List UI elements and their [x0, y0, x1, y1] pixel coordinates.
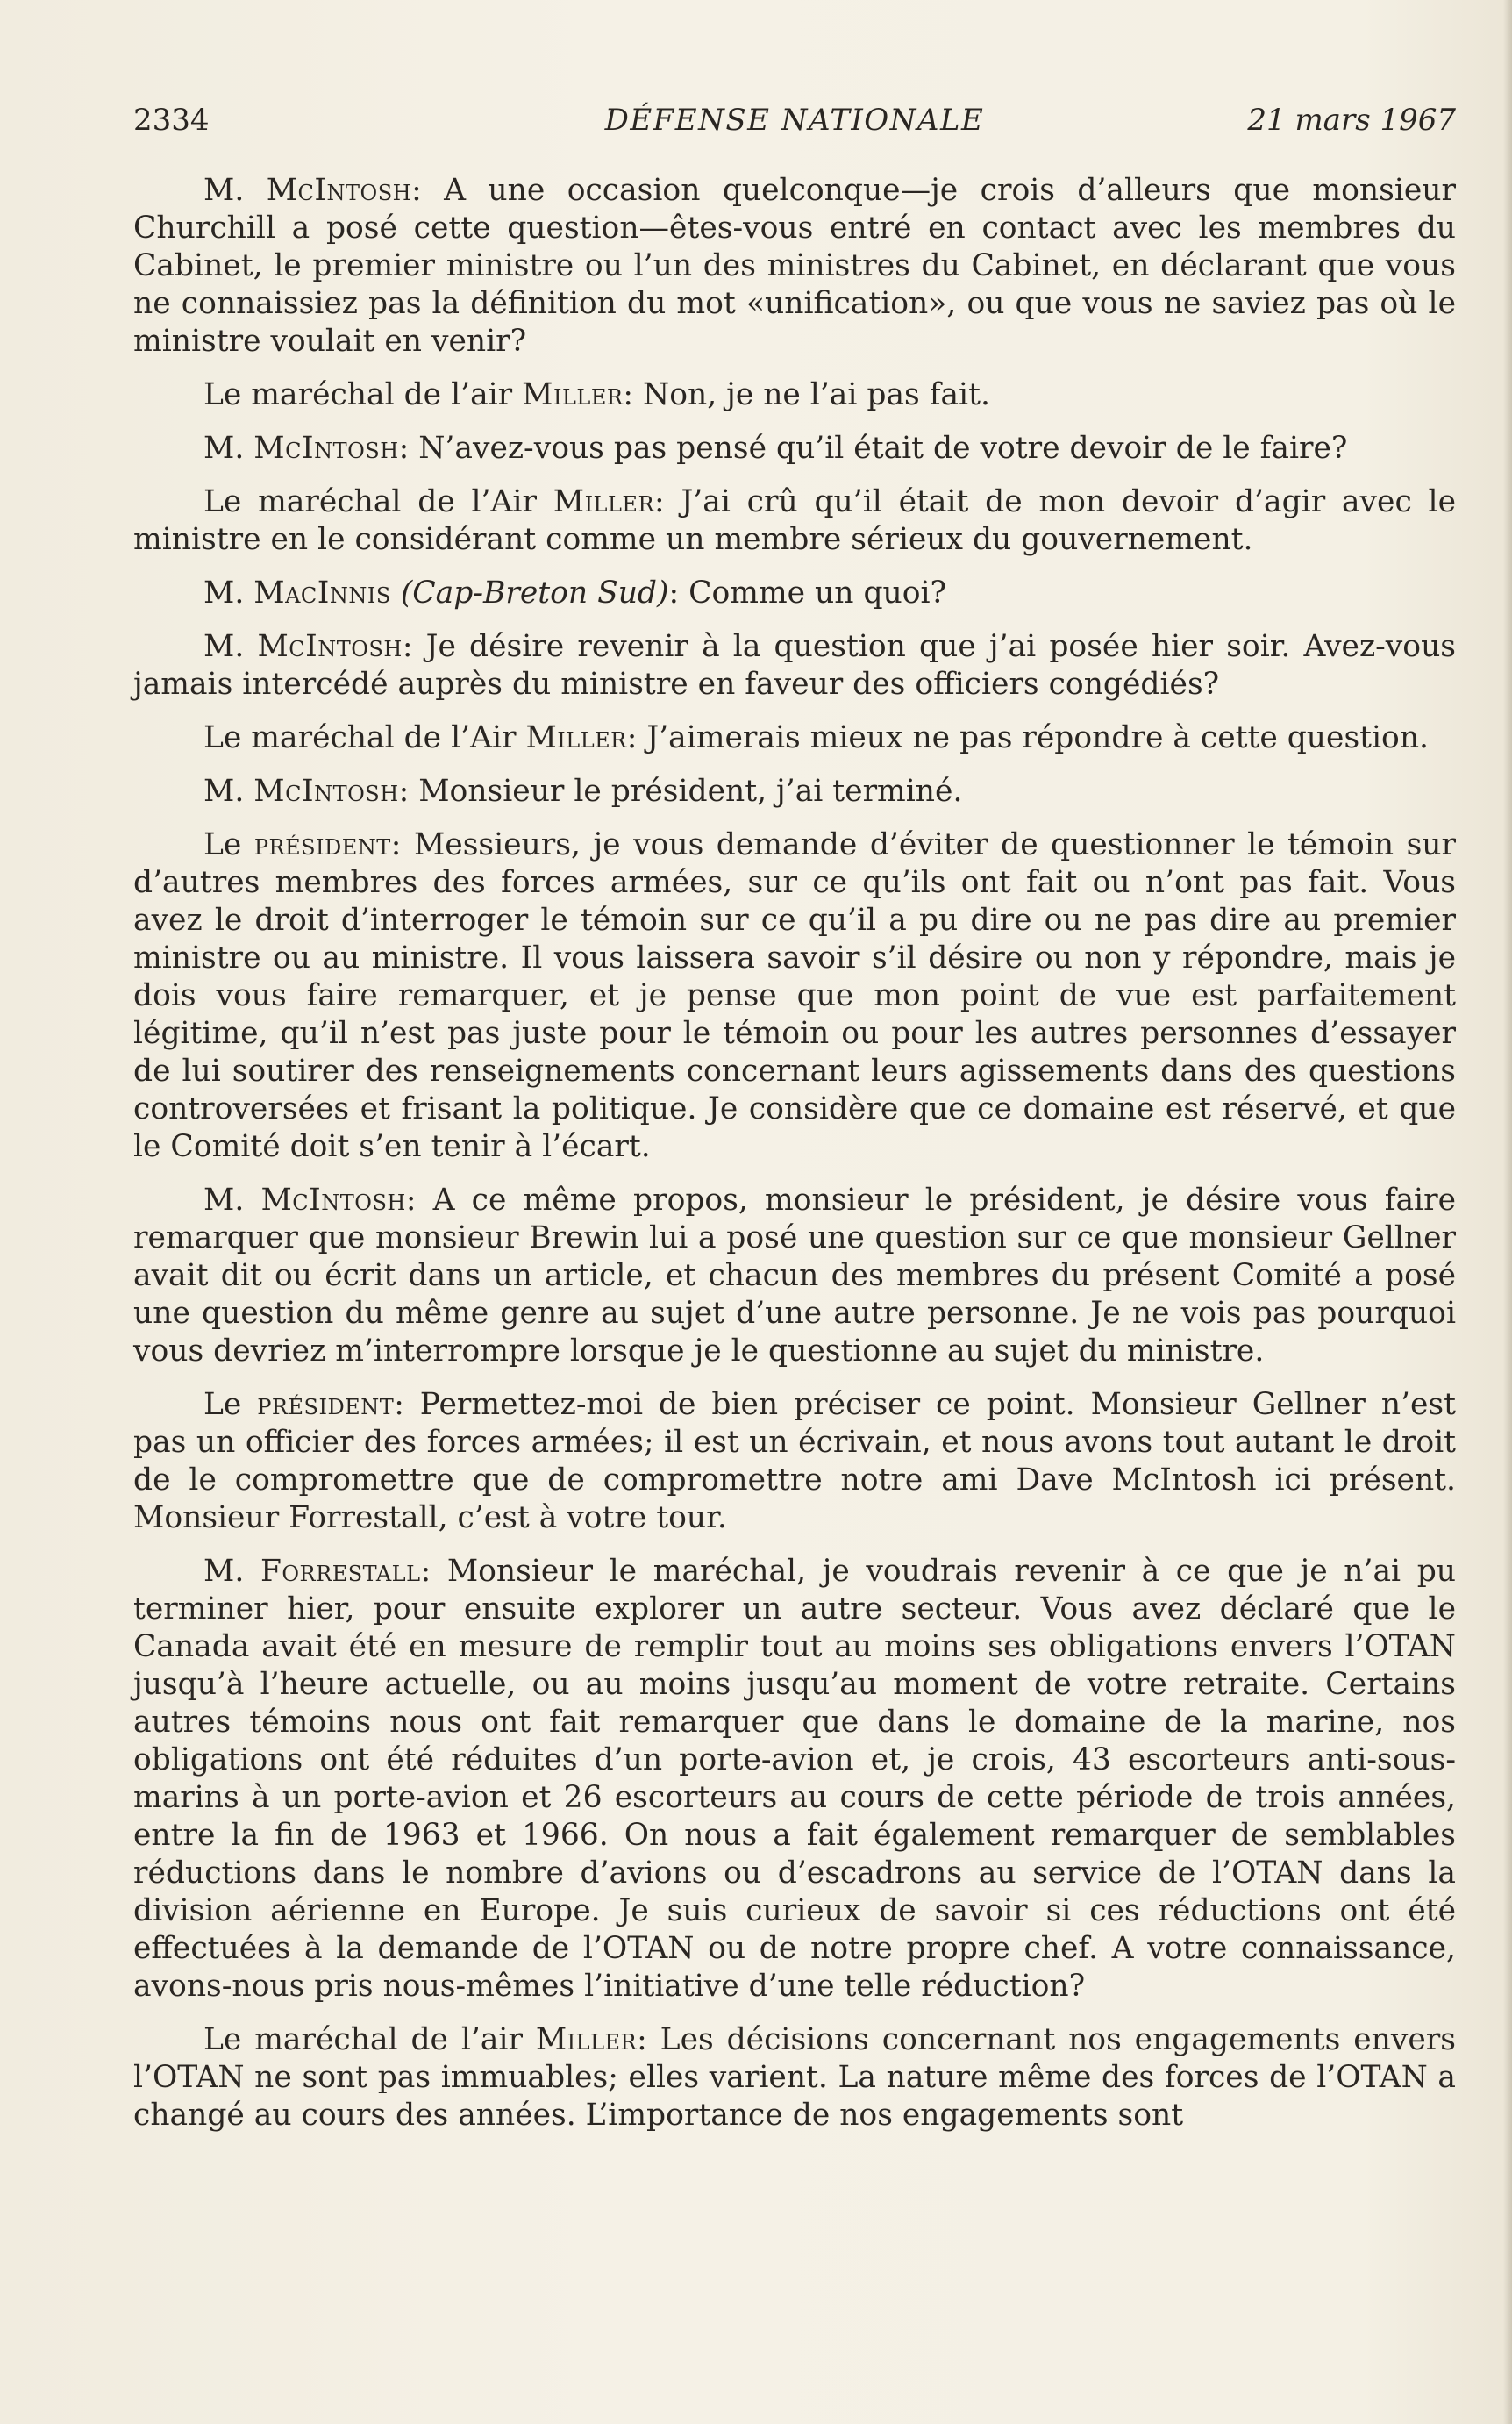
speaker-suffix: : [420, 1554, 447, 1589]
speech-paragraph [133, 376, 1456, 414]
speaker-name: McIntosh [260, 1183, 406, 1218]
speaker-name: Miller [525, 720, 627, 755]
speaker-suffix: : [398, 774, 419, 809]
speech-paragraph [133, 773, 1456, 811]
speech-text: N’avez-vous pas pensé qu’il était de votre devoir de le faire? [418, 431, 1348, 466]
speech-text: Messieurs, je vous demande d’éviter de questionner le témoin sur d’autres membres des forces armées, sur ce qu’ils ont fait ou n’ont pas fait. Vous avez le droit d’interroger le témoin sur ce qu’il a pu dire ou ne pas dire au premier ministre ou au ministre. Il vous laissera savoir s’il désire ou non y répondre, mais je dois vous faire remarquer, et je pense que mon point de vue est parfaitement légitime, qu’il n’est pas juste pour le témoin ou pour les autres personnes d’essayer de lui soutirer des renseignements concernant leurs agissements dans des questions controversées et frisant la politique. Je considère que ce domaine est réservé, et que le Comité doit s’en tenir à l’écart. [133, 827, 1457, 1164]
speaker-prefix: Le [203, 1387, 258, 1422]
speaker-suffix: : [390, 827, 414, 862]
speaker-name: Miller [535, 2022, 638, 2057]
speech-text: J’ai crû qu’il était de mon devoir d’agir avec le ministre en le considérant comme un membre sérieux du gouvernement. [133, 484, 1456, 557]
speaker-suffix: : [405, 1183, 433, 1218]
speech-paragraph [133, 172, 1456, 361]
speech-paragraph [133, 575, 1456, 612]
speaker-name: président [253, 827, 391, 862]
running-title: DÉFENSE NATIONALE [604, 103, 985, 138]
speaker-suffix: : [402, 629, 426, 664]
page-edge-shadow [1503, 0, 1512, 2424]
speaker-prefix: M. [203, 431, 254, 466]
speaker-suffix: : [668, 576, 689, 611]
speaker-name: Miller [522, 377, 624, 412]
speaker-prefix: M. [203, 774, 254, 809]
speech-paragraph [133, 430, 1456, 468]
speaker-prefix: M. [203, 629, 258, 664]
speech-text: Je désire revenir à la question que j’ai posée hier soir. Avez-vous jamais intercédé auprès du ministre en faveur des officiers congédiés? [133, 629, 1456, 702]
speech-text: Monsieur le maréchal, je voudrais revenir à ce que je n’ai pu terminer hier, pour ensuite explorer un autre secteur. Vous avez déclaré que le Canada avait été en mesure de remplir tout au moins ses obligations envers l’OTAN jusqu’à l’heure actuelle, ou au moins jusqu’au moment de votre retraite. Certains autres témoins nous ont fait remarquer que dans le domaine de la marine, nos obligations ont été réduites d’un porte-avion et, je crois, 43 escorteurs anti-sous-marins à un porte-avion et 26 escorteurs au cours de cette période de trois années, entre la fin de 1963 et 1966. On nous a fait également remarquer de semblables réductions dans le nombre d’avions ou d’escadrons au service de l’OTAN dans la division aérienne en Europe. Je suis curieux de savoir si ces réductions ont été effectuées à la demande de l’OTAN ou de notre propre chef. A votre connaissance, avons-nous pris nous-mêmes l’initiative d’une telle réduction? [133, 1554, 1456, 2004]
speech-text: Monsieur le président, j’ai terminé. [418, 774, 963, 809]
page-number: 2334 [133, 103, 210, 138]
speech-paragraph [133, 1182, 1456, 1370]
speech-paragraph [133, 483, 1456, 559]
transcript-body [133, 172, 1456, 2150]
speaker-prefix: Le maréchal de l’air [203, 2022, 536, 2057]
speaker-suffix: : [626, 720, 647, 755]
speaker-suffix: : [654, 484, 681, 519]
speaker-name: président [257, 1387, 395, 1422]
speaker-suffix: : [637, 2022, 660, 2057]
speech-text: Les décisions concernant nos engagements envers l’OTAN ne sont pas immuables; elles varient. La nature même des forces de l’OTAN a changé au cours des années. L’importance de nos engagements sont [133, 2022, 1457, 2133]
speaker-suffix: : [398, 431, 419, 466]
header-date: 21 mars 1967 [1247, 103, 1456, 138]
speech-paragraph [133, 2021, 1456, 2134]
speaker-prefix: Le maréchal de l’Air [203, 484, 553, 519]
speaker-prefix: M. [203, 1183, 261, 1218]
speech-text: A ce même propos, monsieur le président, je désire vous faire remarquer que monsieur Brewin lui a posé une question sur ce que monsieur Gellner avait dit ou écrit dans un article, et chacun des membres du présent Comité a posé une question du même genre au sujet d’une autre personne. Je ne vois pas pourquoi vous devriez m’interrompre lorsque je le questionne au sujet du ministre. [133, 1183, 1456, 1369]
speech-paragraph [133, 826, 1456, 1166]
speaker-prefix: M. [203, 173, 267, 208]
speaker-prefix: Le maréchal de l’air [203, 377, 523, 412]
speaker-name: McIntosh [253, 431, 399, 466]
speech-paragraph [133, 628, 1456, 704]
speaker-name: Miller [553, 484, 655, 519]
speaker-prefix: M. [203, 576, 254, 611]
speech-paragraph [133, 1386, 1456, 1537]
speaker-name: McIntosh [253, 774, 399, 809]
speaker-name: Forrestall [260, 1554, 421, 1589]
speaker-name: MacInnis [253, 576, 391, 611]
speaker-prefix: Le [203, 827, 254, 862]
speech-text: Permettez-moi de bien préciser ce point. Monsieur Gellner n’est pas un officier des forces armées; il est un écrivain, et nous avons tout autant le droit de le compromettre que de compromettre notre ami Dave McIntosh ici présent. Monsieur Forrestall, c’est à votre tour. [133, 1387, 1456, 1535]
speech-paragraph [133, 1553, 1456, 2006]
speech-text: Comme un quoi? [688, 576, 947, 611]
speech-paragraph [133, 719, 1456, 757]
speaker-name: McIntosh [257, 629, 403, 664]
page-header [133, 98, 1456, 142]
speech-text: Non, je ne l’ai pas fait. [643, 377, 990, 412]
speaker-suffix: : [394, 1387, 420, 1422]
speaker-name: McIntosh [266, 173, 412, 208]
speaker-prefix: Le maréchal de l’Air [203, 720, 526, 755]
speech-text: A une occasion quelconque—je crois d’alleurs que monsieur Churchill a posé cette question—êtes-vous entré en contact avec les membres du Cabinet, le premier ministre ou l’un des ministres du Cabinet, en déclarant que vous ne connaissiez pas la définition du mot «unification», ou que vous ne saviez pas où le ministre voulait en venir? [133, 173, 1456, 359]
speaker-suffix: : [623, 377, 644, 412]
speaker-prefix: M. [203, 1554, 260, 1589]
speaker-riding: (Cap-Breton Sud) [400, 576, 669, 611]
speech-text: J’aimerais mieux ne pas répondre à cette question. [646, 720, 1430, 755]
speaker-suffix: : [411, 173, 445, 208]
